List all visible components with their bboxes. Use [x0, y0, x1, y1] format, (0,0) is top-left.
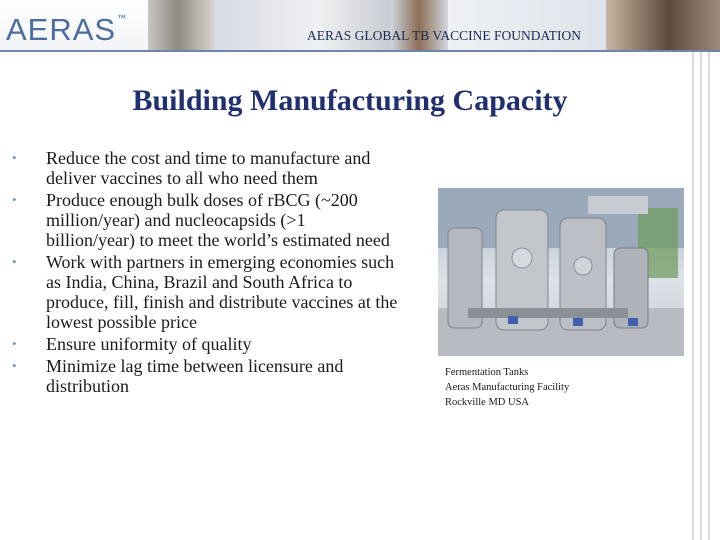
header-divider — [0, 50, 720, 52]
aeras-logo — [6, 14, 127, 45]
bullet-marker: • — [12, 358, 17, 373]
bullet-marker: • — [12, 336, 17, 351]
slide-title: Building Manufacturing Capacity — [132, 84, 568, 117]
foundation-name: AERAS GLOBAL TB VACCINE FOUNDATION — [306, 28, 582, 43]
fermentation-tanks-photo — [438, 188, 684, 356]
logo-trademark: ™ — [117, 13, 128, 23]
bullet-text: Work with partners in emerging economies such as India, China, Brazil and South Africa to produce, fill, finish and distribute vaccines at the lowest possible price — [46, 252, 398, 332]
fermentation-tanks-illustration — [438, 188, 684, 356]
bullet-list — [10, 148, 398, 398]
bullet-marker: • — [12, 150, 17, 165]
caption-line: Fermentation Tanks — [445, 367, 529, 378]
decorative-rule-2 — [700, 52, 702, 540]
logo-text: AERAS — [6, 12, 117, 47]
header-banner — [0, 0, 720, 50]
photo-caption — [445, 365, 685, 410]
bullet-text: Ensure uniformity of quality — [46, 334, 252, 354]
bullet-item — [10, 252, 398, 332]
header-photo-5 — [606, 0, 720, 50]
bullet-marker: • — [12, 192, 17, 207]
bullet-text: Produce enough bulk doses of rBCG (~200 million/year) and nucleocapsids (>1 billion/year) to meet the world’s estimated need — [46, 190, 390, 250]
caption-line: Aeras Manufacturing Facility — [445, 382, 570, 393]
header-photo-1 — [148, 0, 214, 50]
caption-line: Rockville MD USA — [445, 397, 529, 408]
bullet-item — [10, 334, 398, 354]
bullet-text: Reduce the cost and time to manufacture and deliver vaccines to all who need them — [46, 148, 371, 188]
decorative-rule-1 — [692, 52, 694, 540]
bullet-marker: • — [12, 254, 17, 269]
bullet-text: Minimize lag time between licensure and distribution — [46, 356, 344, 396]
bullet-item — [10, 148, 398, 188]
bullet-item — [10, 356, 398, 396]
bullet-item — [10, 190, 398, 250]
decorative-rule-3 — [708, 52, 710, 540]
